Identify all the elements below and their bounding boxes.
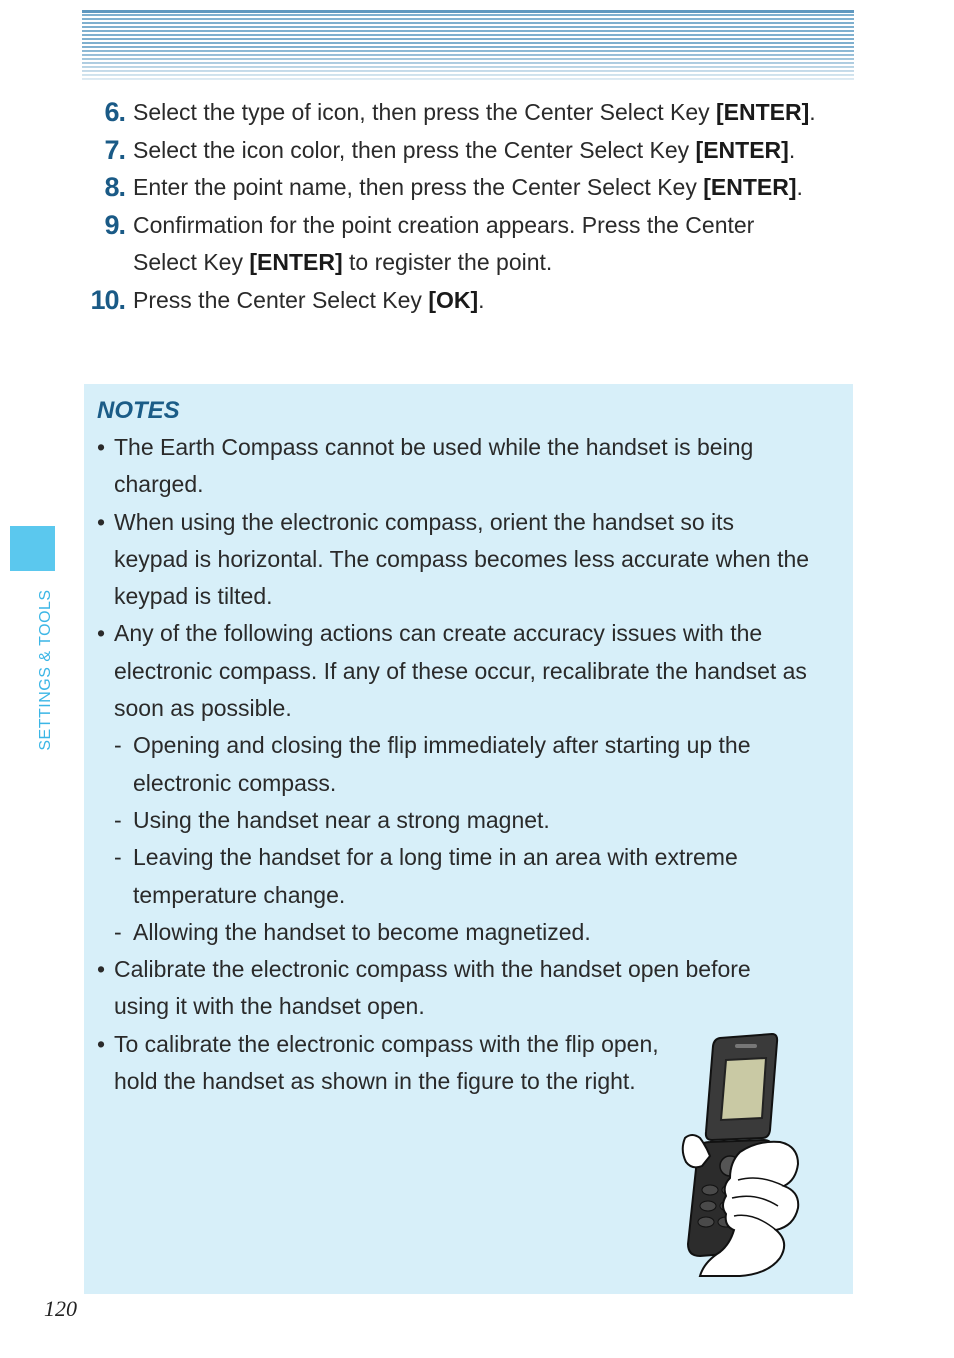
step-text-after: to register the point. [342,249,553,275]
note-sub-item [97,914,837,951]
key-label: [ENTER] [249,249,343,275]
bullet-mark: • [97,620,106,647]
hand-thumb [683,1135,710,1167]
step-number: 10. [90,284,125,315]
bullet-text: The Earth Compass cannot be used while the handset is being charged. [114,434,754,498]
bullet-text: To calibrate the electronic compass with the flip open, hold the handset as shown in the figure to the right. [114,1030,659,1095]
phone-screen [721,1058,766,1120]
note-sub-item [97,802,837,839]
step-text-before: Enter the point name, then press the Center Select Key [133,174,704,200]
step-text [125,94,862,132]
note-bullet [97,615,837,727]
notes-body [97,429,837,1100]
note-bullet [97,1026,687,1101]
step-text [125,169,862,207]
header-banner [82,10,854,80]
key-label: [ENTER] [695,136,789,163]
step-text [125,207,862,282]
step-text-after: . [796,174,803,200]
step-text-after: . [788,136,796,163]
step-number: 8. [104,172,125,202]
sub-item-text: Opening and closing the flip immediately after starting up the electronic compass. [133,732,751,796]
bullet-mark: • [97,1030,106,1057]
phone-speaker [735,1044,757,1048]
step-text-before: Confirmation for the point creation appears. Press the Center Select Key [133,211,755,275]
note-bullet [97,504,837,616]
step-text-after: . [809,99,816,125]
hand-holding-flip-phone-icon [680,1030,805,1278]
step-8 [82,169,862,207]
key-label: [ENTER] [716,99,810,125]
sub-item-text: Allowing the handset to become magnetized. [133,918,591,945]
sub-item-text: Leaving the handset for a long time in an area with extreme temperature change. [133,844,738,908]
step-text-after: . [478,286,485,313]
section-label: SETTINGS & TOOLS [37,589,54,751]
bullet-text: Calibrate the electronic compass with the handset open before using it with the handset open. [114,956,751,1020]
note-bullet [97,429,837,504]
step-text-before: Select the type of icon, then press the Center Select Key [133,99,716,125]
step-number: 6. [104,97,125,127]
key-label: [OK] [428,286,479,313]
step-text-before: Press the Center Select Key [133,286,429,313]
header-topline [82,10,854,13]
step-7 [82,132,862,170]
step-9 [82,207,862,282]
note-sub-item [97,839,837,914]
dash-mark: - [114,732,122,759]
header-fade [82,46,854,80]
procedure-steps [82,94,862,319]
bullet-mark: • [97,508,106,535]
page-number: 120 [44,1296,77,1321]
note-sub-item [97,727,837,802]
step-text-before: Select the icon color, then press the Center Select Key [133,136,696,163]
bullet-mark: • [97,956,106,983]
step-10 [82,282,862,320]
bullet-text: When using the electronic compass, orient the handset so its keypad is horizontal. The compass becomes less accurate when the keypad is tilted. [114,508,810,610]
dash-mark: - [114,806,122,833]
section-tab [10,526,55,571]
dash-mark: - [114,844,122,871]
dash-mark: - [114,918,122,945]
step-text [125,132,862,170]
sub-item-text: Using the handset near a strong magnet. [133,806,550,833]
bullet-mark: • [97,434,106,460]
step-number: 9. [104,209,125,240]
note-bullet [97,951,837,1026]
step-6 [82,94,862,132]
key-label: [ENTER] [703,174,797,200]
bullet-text: Any of the following actions can create accuracy issues with the electronic compass. If any of these occur, recalibrate the handset as soon as possible. [114,620,807,722]
step-number: 7. [104,134,125,165]
notes-title: NOTES [97,397,180,424]
step-text [125,282,862,320]
